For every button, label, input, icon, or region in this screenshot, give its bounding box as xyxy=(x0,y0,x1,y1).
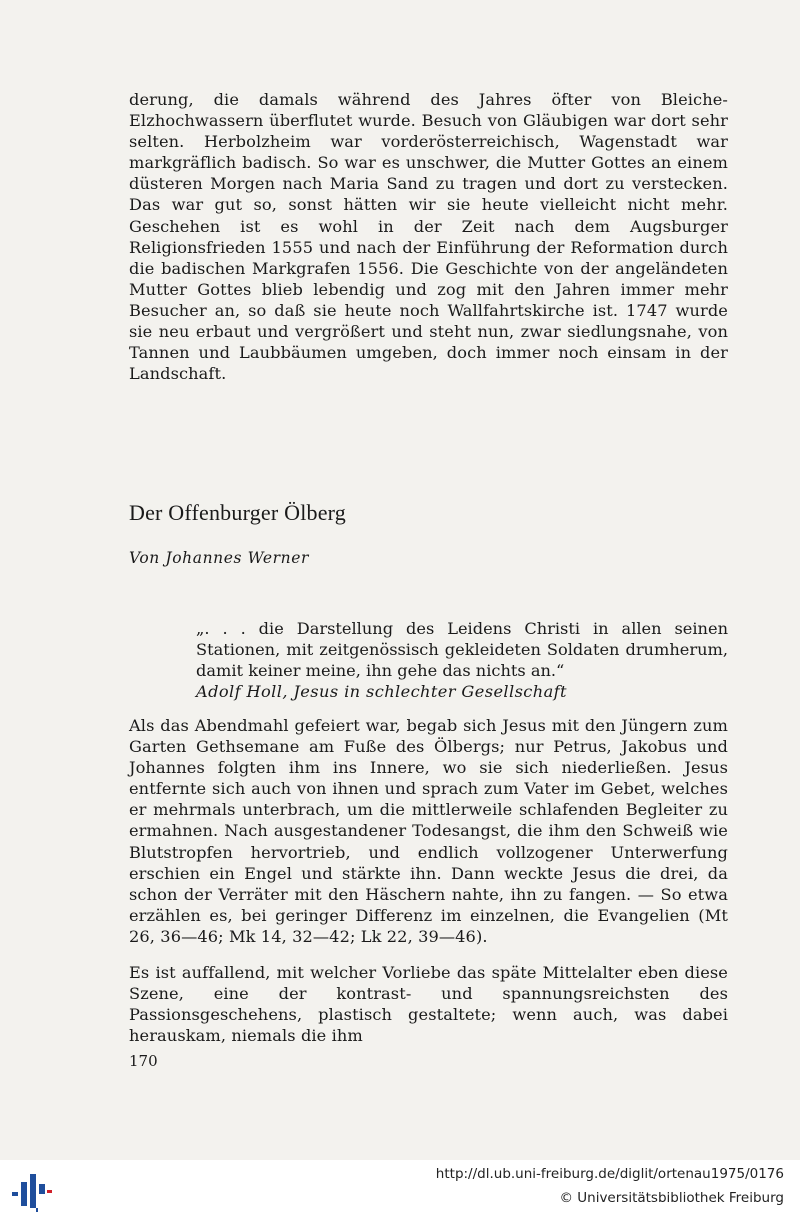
epigraph-quote: „. . . die Darstellung des Leidens Christi in allen seinen Stationen, mit zeitgenössisch gekleideten Soldaten drumherum, damit keiner meine, ihn gehe das nichts an.“ xyxy=(196,619,728,681)
body-paragraph-2-text: Es ist auffallend, mit welcher Vorliebe das späte Mittelalter eben diese Szene, eine der kontrast- und spannungsreichsten des Passionsgeschehens, plastisch gestaltete; wenn auch, was dabei herauskam, niemals die ihm xyxy=(129,963,728,1046)
page-number: 170 xyxy=(129,1052,158,1070)
ub-freiburg-logo-icon xyxy=(10,1170,54,1214)
footer-url-link[interactable]: http://dl.ub.uni-freiburg.de/diglit/ortenau1975/0176 xyxy=(435,1166,784,1182)
body-paragraph-2 xyxy=(129,962,728,1046)
body-paragraph-1-text: Als das Abendmahl gefeiert war, begab sich Jesus mit den Jüngern zum Garten Gethsemane am Fuße des Ölbergs; nur Petrus, Jakobus und Johannes folgten ihm ins Innere, wo sie sich niederließen. Jesus entfernte sich auch von ihnen und sprach zum Vater im Gebet, welches er mehrmals unterbrach, um die mittlerweile schlafenden Begleiter zu ermahnen. Nach ausgestandener Todesangst, die ihm den Schweiß wie Blutstropfen hervortrieb, und endlich vollzogener Unterwerfung erschien ein Engel und stärkte ihn. Dann weckte Jesus die drei, da schon der Verräter mit den Häschern nahte, ihn zu fangen. — So etwa erzählen es, bei geringer Differenz im einzelnen, die Evangelien (Mt 26, 36—46; Mk 14, 32—42; Lk 22, 39—46). xyxy=(129,716,728,946)
intro-paragraph xyxy=(129,89,728,384)
epigraph-source: Adolf Holl, Jesus in schlechter Gesellschaft xyxy=(196,682,567,702)
footer-copyright: © Universitätsbibliothek Freiburg xyxy=(559,1190,784,1206)
footer-bar xyxy=(0,1160,800,1220)
epigraph xyxy=(196,618,728,702)
article-title: Der Offenburger Ölberg xyxy=(129,500,346,525)
article-author: Von Johannes Werner xyxy=(129,549,310,567)
body-paragraph-1 xyxy=(129,715,728,947)
intro-paragraph-text: derung, die damals während des Jahres öfter von Bleiche-Elzhochwassern überflutet wurde. Besuch von Gläubigen war dort sehr selten. Herbolzheim war vorderösterreichisch, Wagenstadt war markgräflich badisch. So war es unschwer, die Mutter Gottes an einem düsteren Morgen nach Maria Sand zu tragen und dort zu verstecken. Das war gut so, sonst hätten wir sie heute vielleicht nicht mehr. Geschehen ist es wohl in der Zeit nach dem Augsburger Religionsfrieden 1555 und nach der Einführung der Reformation durch die badischen Markgrafen 1556. Die Geschichte von der angeländeten Mutter Gottes blieb lebendig und zog mit den Jahren immer mehr Besucher an, so daß sie heute noch Wallfahrtskirche ist. 1747 wurde sie neu erbaut und vergrößert und steht nun, zwar siedlungsnahe, von Tannen und Laubbäumen umgeben, doch immer noch einsam in der Landschaft. xyxy=(129,90,728,384)
